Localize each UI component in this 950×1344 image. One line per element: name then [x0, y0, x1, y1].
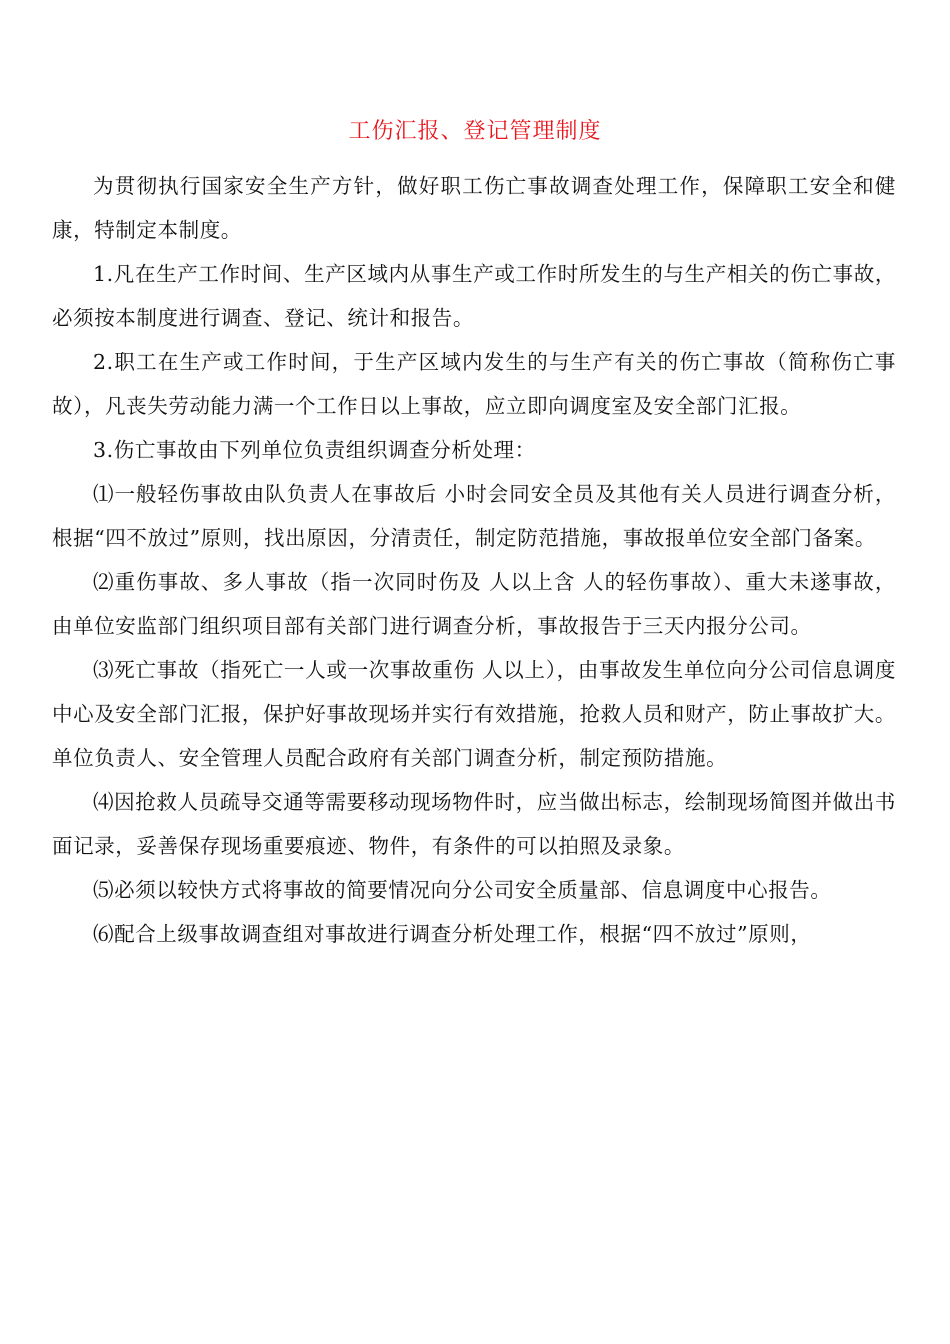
paragraph-item-3: 3.伤亡事故由下列单位负责组织调查分析处理：	[93, 438, 536, 462]
document-body	[52, 164, 896, 956]
paragraph-subitem-2: ⑵重伤事故、多人事故（指一次同时伤及 人以上含 人的轻伤事故）、重大未遂事故，由单位安监部门组织项目部有关部门进行调查分析，事故报告于三天内报分公司。	[52, 570, 896, 638]
paragraph-subitem-3: ⑶死亡事故（指死亡一人或一次事故重伤 人以上），由事故发生单位向分公司信息调度中心及安全部门汇报，保护好事故现场并实行有效措施，抢救人员和财产，防止事故扩大。单位负责人、安全管理人员配合政府有关部门调查分析，制定预防措施。	[52, 658, 896, 770]
paragraph-item-2: 2.职工在生产或工作时间，于生产区域内发生的与生产有关的伤亡事故（简称伤亡事故），凡丧失劳动能力满一个工作日以上事故，应立即向调度室及安全部门汇报。	[52, 350, 896, 418]
document-title: 工伤汇报、登记管理制度	[348, 119, 602, 144]
paragraph-item-1: 1.凡在生产工作时间、生产区域内从事生产或工作时所发生的与生产相关的伤亡事故，必须按本制度进行调查、登记、统计和报告。	[52, 262, 896, 330]
paragraph-subitem-1: ⑴一般轻伤事故由队负责人在事故后 小时会同安全员及其他有关人员进行调查分析，根据“四不放过”原则，找出原因，分清责任，制定防范措施，事故报单位安全部门备案。	[52, 482, 896, 550]
paragraph-subitem-4: ⑷因抢救人员疏导交通等需要移动现场物件时，应当做出标志，绘制现场简图并做出书面记录，妥善保存现场重要痕迹、物件，有条件的可以拍照及录象。	[52, 790, 896, 858]
paragraph-intro: 为贯彻执行国家安全生产方针，做好职工伤亡事故调查处理工作，保障职工安全和健康，特制定本制度。	[52, 174, 896, 242]
paragraph-subitem-6: ⑹配合上级事故调查组对事故进行调查分析处理工作，根据“四不放过”原则，	[93, 922, 812, 946]
paragraph-subitem-5: ⑸必须以较快方式将事故的简要情况向分公司安全质量部、信息调度中心报告。	[93, 878, 832, 902]
